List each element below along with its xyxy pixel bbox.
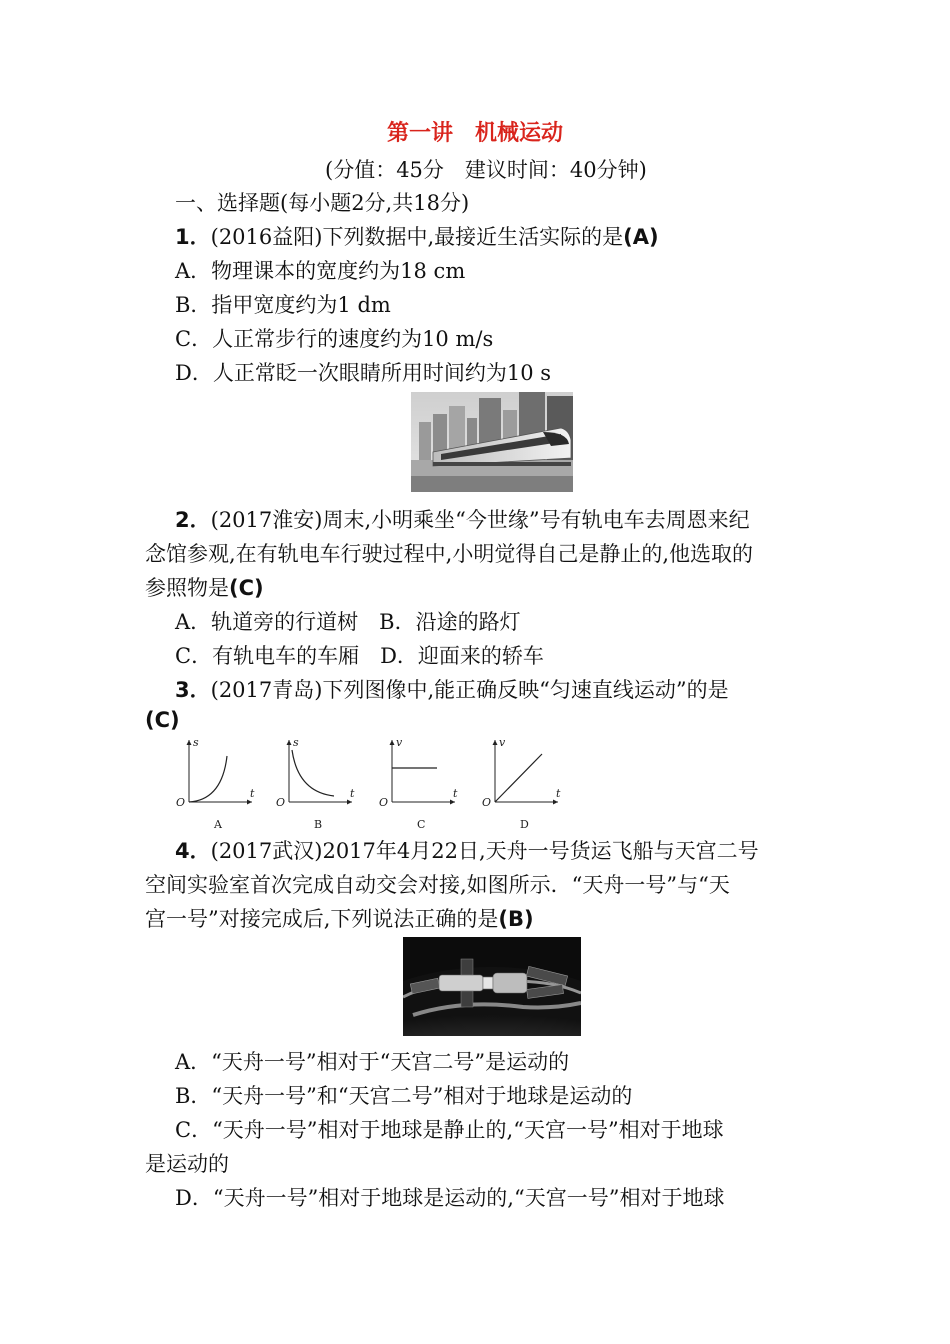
question-stem: (2017淮安)周末,小明乘坐“今世缘”号有轨电车去周恩来纪 [210, 508, 750, 532]
x-axis-label: t [250, 787, 255, 800]
graph-a [172, 734, 268, 832]
option-b: B．“天舟一号”和“天宫二号”相对于地球是运动的 [175, 1084, 633, 1108]
option-b: B．指甲宽度约为1 dm [175, 293, 391, 317]
page-title: 第一讲 机械运动 [386, 121, 563, 146]
question-3-line-1 [175, 675, 729, 705]
graph-b [272, 734, 368, 832]
answer: (A) [623, 225, 659, 249]
option-a: A．“天舟一号”相对于“天宫二号”是运动的 [175, 1050, 570, 1074]
question-number: 3． [175, 678, 211, 702]
question-4-line-3 [145, 904, 534, 934]
question-4-line-2: 空间实验室首次完成自动交会对接,如图所示．“天舟一号”与“天 [145, 873, 730, 897]
answer: (C) [229, 576, 264, 600]
origin-label: O [176, 796, 186, 809]
answer: (B) [498, 907, 534, 931]
question-3-line-2 [145, 705, 180, 735]
question-2-line-1 [175, 505, 750, 535]
spacecraft-docking-photo [403, 937, 581, 1036]
question-stem: (2017青岛)下列图像中,能正确反映“匀速直线运动”的是 [210, 678, 729, 702]
options-row-2: C．有轨电车的车厢 D．迎面来的轿车 [175, 644, 544, 668]
question-1 [175, 222, 659, 252]
graph-label: A [214, 818, 222, 831]
section-heading: 一、选择题(每小题2分,共18分) [175, 191, 470, 215]
origin-label: O [482, 796, 492, 809]
x-axis-label: t [350, 787, 355, 800]
option-d-line-1: D．“天舟一号”相对于地球是运动的,“天宫一号”相对于地球 [175, 1186, 725, 1210]
y-axis-label: v [396, 736, 403, 749]
question-stem: (2016益阳)下列数据中,最接近生活实际的是 [210, 225, 624, 249]
question-4-line-1 [175, 836, 759, 866]
y-axis-label: s [293, 736, 299, 749]
graph-d [478, 734, 574, 832]
options-row-1: A．轨道旁的行道树 B．沿途的路灯 [175, 610, 521, 634]
origin-label: O [276, 796, 286, 809]
exam-meta: (分值：45分 建议时间：40分钟) [325, 158, 647, 182]
question-number: 4． [175, 839, 211, 863]
x-axis-label: t [556, 787, 561, 800]
origin-label: O [379, 796, 389, 809]
graph-c [375, 734, 471, 832]
question-stem: 参照物是 [145, 576, 229, 600]
y-axis-label: s [193, 736, 199, 749]
question-2-line-2: 念馆参观,在有轨电车行驶过程中,小明觉得自己是静止的,他选取的 [145, 542, 754, 566]
graph-label: C [417, 818, 426, 831]
tram-photo [411, 392, 573, 492]
question-stem: 宫一号”对接完成后,下列说法正确的是 [145, 907, 499, 931]
option-d: D．人正常眨一次眼睛所用时间约为10 s [175, 361, 552, 385]
option-a: A．物理课本的宽度约为18 cm [175, 259, 466, 283]
x-axis-label: t [453, 787, 458, 800]
option-c-line-1: C．“天舟一号”相对于地球是静止的,“天宫一号”相对于地球 [175, 1118, 724, 1142]
y-axis-label: v [499, 736, 506, 749]
question-stem: (2017武汉)2017年4月22日,天舟一号货运飞船与天宫二号 [210, 839, 759, 863]
question-number: 2． [175, 508, 211, 532]
question-2-line-3 [145, 573, 264, 603]
question-number: 1． [175, 225, 211, 249]
option-c-line-2: 是运动的 [145, 1152, 229, 1176]
answer: (C) [145, 708, 180, 732]
graph-label: B [314, 818, 323, 831]
option-c: C．人正常步行的速度约为10 m/s [175, 327, 494, 351]
graph-label: D [520, 818, 529, 831]
